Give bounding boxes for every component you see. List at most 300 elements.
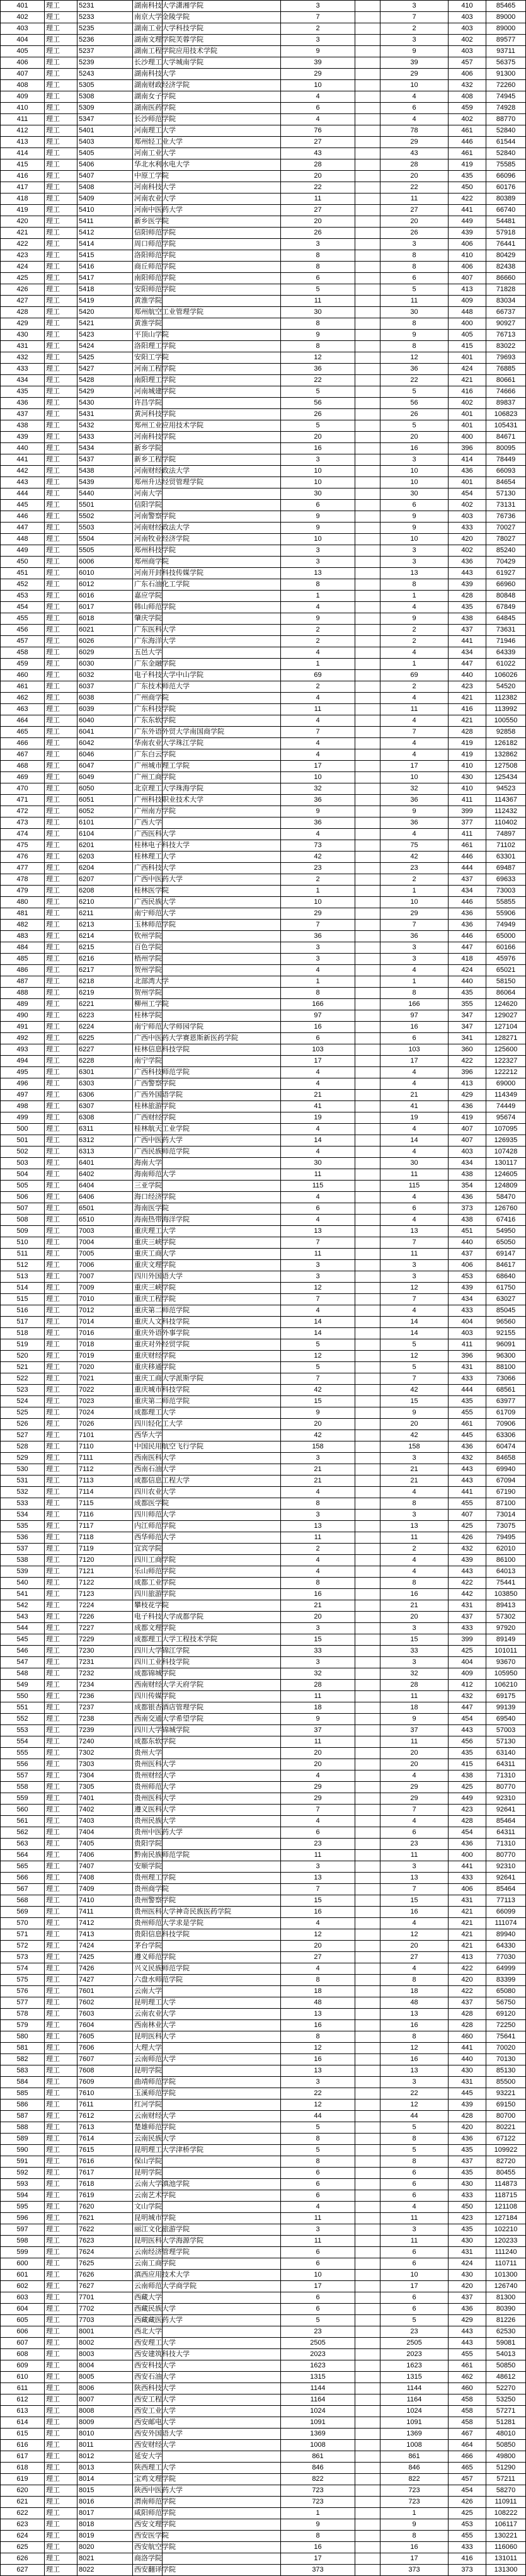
table-cell: 30 bbox=[380, 307, 449, 318]
table-cell: 434 bbox=[449, 886, 486, 897]
table-cell: 理工 bbox=[45, 2531, 77, 2542]
table-cell: 重庆人文科技学院 bbox=[133, 1317, 163, 1328]
table-cell: 理工 bbox=[45, 568, 77, 579]
table-cell: 73014 bbox=[486, 1510, 526, 1521]
table-cell: 75 bbox=[380, 840, 449, 852]
table-row bbox=[1, 1725, 526, 1736]
table-cell: 23 bbox=[281, 2326, 355, 2338]
table-cell: 长沙理工大学城南学院 bbox=[133, 57, 163, 69]
table-cell: 377 bbox=[449, 817, 486, 829]
table-cell: 8010 bbox=[77, 2429, 133, 2440]
table-cell: 6201 bbox=[77, 840, 133, 852]
table-cell: 439 bbox=[1, 432, 45, 443]
table-cell: 65050 bbox=[486, 1237, 526, 1249]
table-cell: 433 bbox=[449, 523, 486, 534]
table-cell: 理工 bbox=[45, 2394, 77, 2406]
table-cell: 432 bbox=[1, 352, 45, 364]
table-cell bbox=[163, 91, 281, 103]
table-cell bbox=[355, 931, 380, 942]
table-cell: 28 bbox=[281, 1680, 355, 1691]
table-cell: 60166 bbox=[486, 942, 526, 954]
table-cell: 21 bbox=[380, 1600, 449, 1612]
table-cell: 8006 bbox=[77, 2383, 133, 2394]
table-cell bbox=[355, 1657, 380, 1668]
table-cell: 3 bbox=[380, 1623, 449, 1634]
table-cell: 591 bbox=[1, 2156, 45, 2168]
table-cell: 重庆第二师范学院 bbox=[133, 1396, 163, 1407]
table-cell bbox=[355, 2383, 380, 2394]
table-cell bbox=[163, 2565, 281, 2576]
table-cell: 112432 bbox=[486, 806, 526, 817]
table-cell: 108222 bbox=[486, 2508, 526, 2519]
table-cell: 河南财经政法大学 bbox=[133, 523, 163, 534]
table-cell: 426 bbox=[449, 1532, 486, 1544]
table-cell bbox=[163, 1555, 281, 1566]
table-cell bbox=[355, 193, 380, 205]
table-cell: 理工 bbox=[45, 523, 77, 534]
table-cell: 433 bbox=[449, 1873, 486, 1884]
table-cell: 457 bbox=[449, 2474, 486, 2485]
table-cell bbox=[355, 454, 380, 466]
table-cell: 7622 bbox=[77, 2224, 133, 2236]
table-row bbox=[1, 420, 526, 432]
table-cell: 6 bbox=[380, 2304, 449, 2315]
table-cell bbox=[355, 1600, 380, 1612]
table-cell: 理工 bbox=[45, 205, 77, 216]
table-cell: 21 bbox=[380, 1476, 449, 1487]
table-cell: 3 bbox=[380, 1861, 449, 1873]
table-cell bbox=[163, 1237, 281, 1249]
table-cell: 459 bbox=[1, 659, 45, 670]
table-cell: 435 bbox=[449, 171, 486, 182]
table-cell: 成都文理学院 bbox=[133, 1623, 163, 1634]
table-cell: 70020 bbox=[486, 2043, 526, 2054]
table-cell: 456 bbox=[1, 625, 45, 636]
table-cell: 10 bbox=[380, 534, 449, 545]
table-cell: 7303 bbox=[77, 1759, 133, 1770]
table-cell: 6404 bbox=[77, 1181, 133, 1192]
table-cell: 安阳工学院 bbox=[133, 352, 163, 364]
table-cell: 理工 bbox=[45, 137, 77, 148]
table-cell bbox=[355, 1146, 380, 1158]
table-cell bbox=[163, 1770, 281, 1782]
table-row bbox=[1, 2179, 526, 2190]
table-cell: 80095 bbox=[486, 443, 526, 454]
table-cell: 8 bbox=[380, 2156, 449, 2168]
table-cell: 10 bbox=[281, 466, 355, 477]
table-cell: 861 bbox=[281, 2451, 355, 2463]
table-row bbox=[1, 1362, 526, 1373]
table-cell: 3 bbox=[380, 239, 449, 250]
table-cell: 8021 bbox=[77, 2553, 133, 2565]
table-cell: 69540 bbox=[486, 1714, 526, 1725]
table-row bbox=[1, 670, 526, 681]
table-cell: 2 bbox=[380, 636, 449, 647]
table-cell: 4 bbox=[380, 749, 449, 761]
table-cell bbox=[163, 1759, 281, 1770]
table-cell bbox=[163, 591, 281, 602]
table-cell: 21 bbox=[380, 1464, 449, 1476]
table-cell: 理工 bbox=[45, 715, 77, 727]
table-cell: 4 bbox=[380, 1918, 449, 1929]
table-cell: 402 bbox=[449, 114, 486, 125]
table-cell bbox=[163, 2122, 281, 2134]
table-cell: 1315 bbox=[380, 2372, 449, 2383]
table-cell: 401 bbox=[449, 477, 486, 488]
table-cell: 64311 bbox=[486, 1827, 526, 1839]
table-row bbox=[1, 829, 526, 840]
table-cell bbox=[163, 715, 281, 727]
table-cell: 理工 bbox=[45, 2168, 77, 2179]
table-cell: 4 bbox=[281, 965, 355, 976]
table-row bbox=[1, 2394, 526, 2406]
table-row bbox=[1, 80, 526, 91]
table-cell: 5231 bbox=[77, 1, 133, 12]
table-cell: 544 bbox=[1, 1623, 45, 1634]
table-cell: 4 bbox=[281, 829, 355, 840]
table-cell: 16 bbox=[380, 1022, 449, 1033]
table-cell: 472 bbox=[1, 806, 45, 817]
table-cell: 74449 bbox=[486, 1101, 526, 1112]
table-cell: 16 bbox=[380, 2542, 449, 2553]
table-cell bbox=[355, 2236, 380, 2247]
table-cell: 429 bbox=[449, 1090, 486, 1101]
table-cell: 11 bbox=[281, 193, 355, 205]
table-cell bbox=[163, 863, 281, 874]
table-cell: 信阳师范学院 bbox=[133, 228, 163, 239]
table-cell: 66737 bbox=[486, 307, 526, 318]
table-row bbox=[1, 2054, 526, 2065]
table-cell: 417 bbox=[1, 182, 45, 193]
table-cell: 7224 bbox=[77, 1600, 133, 1612]
table-cell: 7114 bbox=[77, 1487, 133, 1498]
table-cell bbox=[355, 1317, 380, 1328]
table-cell: 5 bbox=[281, 2145, 355, 2156]
table-cell: 4 bbox=[281, 738, 355, 749]
table-cell: 433 bbox=[449, 1373, 486, 1385]
table-cell: 6204 bbox=[77, 863, 133, 874]
table-cell: 理工 bbox=[45, 1339, 77, 1351]
table-cell: 7606 bbox=[77, 2043, 133, 2054]
table-cell: 6018 bbox=[77, 613, 133, 625]
table-cell: 27 bbox=[281, 205, 355, 216]
table-cell: 428 bbox=[449, 727, 486, 738]
table-cell bbox=[163, 1249, 281, 1260]
table-row bbox=[1, 114, 526, 125]
table-cell: 20 bbox=[281, 216, 355, 228]
table-cell: 455 bbox=[1, 613, 45, 625]
table-cell: 河南警察学院 bbox=[133, 511, 163, 523]
table-cell: 470 bbox=[1, 783, 45, 795]
table-cell: 129027 bbox=[486, 1010, 526, 1022]
table-cell: 97 bbox=[281, 1010, 355, 1022]
table-cell bbox=[355, 1793, 380, 1805]
table-cell: 7239 bbox=[77, 1725, 133, 1736]
table-row bbox=[1, 1827, 526, 1839]
table-cell: 446 bbox=[449, 137, 486, 148]
table-cell: 5416 bbox=[77, 262, 133, 273]
table-cell: 606 bbox=[1, 2326, 45, 2338]
table-cell: 商洛学院 bbox=[133, 2553, 163, 2565]
table-row bbox=[1, 647, 526, 659]
table-cell: 442 bbox=[449, 1589, 486, 1600]
table-cell bbox=[355, 2360, 380, 2372]
table-cell: 5 bbox=[380, 2122, 449, 2134]
table-cell: 557 bbox=[1, 1770, 45, 1782]
table-cell: 理工 bbox=[45, 806, 77, 817]
table-cell: 20 bbox=[380, 1759, 449, 1770]
table-cell: 497 bbox=[1, 1090, 45, 1101]
table-cell: 454 bbox=[449, 2485, 486, 2497]
table-cell: 126935 bbox=[486, 1135, 526, 1146]
table-cell: 14 bbox=[380, 1135, 449, 1146]
table-cell: 9 bbox=[281, 330, 355, 341]
table-cell bbox=[355, 57, 380, 69]
table-cell: 理工 bbox=[45, 2349, 77, 2360]
table-cell: 8005 bbox=[77, 2372, 133, 2383]
table-cell bbox=[355, 545, 380, 557]
table-cell: 130117 bbox=[486, 1158, 526, 1169]
table-cell: 11 bbox=[380, 193, 449, 205]
table-cell: 理工 bbox=[45, 1441, 77, 1453]
table-cell: 75641 bbox=[486, 2031, 526, 2043]
table-cell: 9 bbox=[281, 806, 355, 817]
table-cell: 4 bbox=[281, 1487, 355, 1498]
table-cell bbox=[355, 636, 380, 647]
table-cell bbox=[355, 375, 380, 386]
table-cell bbox=[163, 1112, 281, 1124]
table-cell: 陕西科技大学 bbox=[133, 2383, 163, 2394]
table-cell bbox=[163, 1260, 281, 1271]
table-cell: 9 bbox=[281, 46, 355, 57]
table-row bbox=[1, 1600, 526, 1612]
table-cell: 海口经济学院 bbox=[133, 1192, 163, 1203]
table-cell: 云南民族大学 bbox=[133, 2134, 163, 2145]
table-cell: 7408 bbox=[77, 1873, 133, 1884]
table-cell: 湖南工业大学科技学院 bbox=[133, 23, 163, 35]
table-cell: 河南城建学院 bbox=[133, 386, 163, 398]
table-cell bbox=[355, 1918, 380, 1929]
table-cell: 4 bbox=[380, 1770, 449, 1782]
table-cell: 6 bbox=[281, 1033, 355, 1044]
table-cell: 7122 bbox=[77, 1578, 133, 1589]
table-cell: 理工 bbox=[45, 114, 77, 125]
table-cell: 26 bbox=[281, 228, 355, 239]
table-cell: 433 bbox=[449, 2190, 486, 2202]
table-cell: 421 bbox=[449, 693, 486, 704]
table-cell: 111074 bbox=[486, 1918, 526, 1929]
table-cell bbox=[163, 1351, 281, 1362]
table-row bbox=[1, 454, 526, 466]
table-cell bbox=[355, 874, 380, 886]
table-cell: 63306 bbox=[486, 1430, 526, 1441]
table-cell: 西安工程大学 bbox=[133, 2394, 163, 2406]
table-cell: 79495 bbox=[486, 1532, 526, 1544]
table-cell bbox=[163, 2168, 281, 2179]
table-cell: 29 bbox=[380, 69, 449, 80]
table-cell: 42 bbox=[281, 1385, 355, 1396]
table-cell: 6037 bbox=[77, 681, 133, 693]
table-cell: 五邑大学 bbox=[133, 647, 163, 659]
table-row bbox=[1, 1986, 526, 1997]
table-cell: 433 bbox=[1, 364, 45, 375]
table-cell: 11 bbox=[380, 2236, 449, 2247]
table-row bbox=[1, 1226, 526, 1237]
table-cell: 贵阳学院 bbox=[133, 1839, 163, 1850]
table-cell: 理工 bbox=[45, 2519, 77, 2531]
table-cell bbox=[355, 2429, 380, 2440]
table-cell: 4 bbox=[380, 1078, 449, 1090]
table-cell bbox=[355, 1260, 380, 1271]
table-cell: 广西民族师范学院 bbox=[133, 1146, 163, 1158]
table-cell: 427 bbox=[1, 296, 45, 307]
table-cell: 理工 bbox=[45, 1385, 77, 1396]
table-cell: 57211 bbox=[486, 2474, 526, 2485]
table-cell: 河南理工大学 bbox=[133, 125, 163, 137]
table-cell: 457 bbox=[449, 57, 486, 69]
table-cell: 53250 bbox=[486, 2394, 526, 2406]
table-cell: 8 bbox=[380, 1498, 449, 1510]
table-cell: 10 bbox=[380, 466, 449, 477]
table-cell: 80848 bbox=[486, 591, 526, 602]
table-cell: 7617 bbox=[77, 2168, 133, 2179]
table-cell bbox=[163, 2088, 281, 2099]
table-cell: 54013 bbox=[486, 2349, 526, 2360]
table-cell bbox=[163, 1498, 281, 1510]
table-cell: 理工 bbox=[45, 886, 77, 897]
table-cell bbox=[355, 647, 380, 659]
table-cell: 理工 bbox=[45, 1476, 77, 1487]
table-cell: 洛阳师范学院 bbox=[133, 250, 163, 262]
table-cell: 432 bbox=[449, 1544, 486, 1555]
table-cell: 攀枝花学院 bbox=[133, 1600, 163, 1612]
table-cell: 41 bbox=[380, 1101, 449, 1112]
table-cell: 562 bbox=[1, 1827, 45, 1839]
table-cell: 347 bbox=[449, 1022, 486, 1033]
table-cell: 83034 bbox=[486, 296, 526, 307]
table-cell: 桂林航天工业学院 bbox=[133, 1124, 163, 1135]
table-cell: 723 bbox=[380, 2485, 449, 2497]
table-cell: 576 bbox=[1, 1986, 45, 1997]
table-cell: 62010 bbox=[486, 1544, 526, 1555]
table-cell bbox=[163, 1101, 281, 1112]
table-cell: 广西医科大学 bbox=[133, 829, 163, 840]
table-cell bbox=[163, 262, 281, 273]
table-cell: 理工 bbox=[45, 432, 77, 443]
table-cell bbox=[163, 296, 281, 307]
table-cell: 理工 bbox=[45, 1770, 77, 1782]
table-cell: 580 bbox=[1, 2031, 45, 2043]
table-cell: 广西外国语学院 bbox=[133, 1090, 163, 1101]
table-cell: 8 bbox=[281, 318, 355, 330]
table-cell: 理工 bbox=[45, 1464, 77, 1476]
table-cell: 444 bbox=[449, 863, 486, 874]
table-cell: 439 bbox=[449, 2099, 486, 2111]
table-cell: 468 bbox=[1, 761, 45, 772]
table-cell bbox=[355, 1305, 380, 1317]
table-cell: 6029 bbox=[77, 647, 133, 659]
table-cell: 理工 bbox=[45, 874, 77, 886]
table-cell: 48 bbox=[281, 1997, 355, 2009]
table-row bbox=[1, 1941, 526, 1952]
table-cell: 5 bbox=[380, 1362, 449, 1373]
table-cell: 理工 bbox=[45, 2145, 77, 2156]
table-row bbox=[1, 1498, 526, 1510]
table-cell: 461 bbox=[449, 2360, 486, 2372]
table-cell: 1 bbox=[281, 659, 355, 670]
table-cell bbox=[355, 1986, 380, 1997]
table-cell: 36 bbox=[380, 364, 449, 375]
table-cell: 20 bbox=[281, 1612, 355, 1623]
table-row bbox=[1, 920, 526, 931]
table-cell: 理工 bbox=[45, 1691, 77, 1702]
table-cell: 97920 bbox=[486, 1623, 526, 1634]
table-cell: 大理大学 bbox=[133, 2043, 163, 2054]
table-cell bbox=[163, 2190, 281, 2202]
table-cell: 12 bbox=[281, 1929, 355, 1941]
table-cell: 455 bbox=[449, 1407, 486, 1419]
table-cell: 130221 bbox=[486, 2531, 526, 2542]
table-cell: 7014 bbox=[77, 1317, 133, 1328]
table-cell: 理工 bbox=[45, 2360, 77, 2372]
table-cell: 南宁学院 bbox=[133, 1056, 163, 1067]
table-cell: 新乡医学院 bbox=[133, 216, 163, 228]
table-cell: 446 bbox=[449, 931, 486, 942]
table-cell bbox=[163, 1362, 281, 1373]
table-cell: 492 bbox=[1, 1033, 45, 1044]
table-cell: 7230 bbox=[77, 1646, 133, 1657]
table-cell: 2023 bbox=[380, 2349, 449, 2360]
table-cell: 431 bbox=[449, 2247, 486, 2258]
table-cell: 107095 bbox=[486, 1124, 526, 1135]
table-cell: 5502 bbox=[77, 511, 133, 523]
table-cell bbox=[163, 602, 281, 613]
table-cell bbox=[355, 1907, 380, 1918]
table-cell: 南阳理工学院 bbox=[133, 375, 163, 386]
table-cell: 428 bbox=[449, 2020, 486, 2031]
table-row bbox=[1, 1634, 526, 1646]
table-cell bbox=[355, 420, 380, 432]
table-cell: 7004 bbox=[77, 1237, 133, 1249]
table-cell: 421 bbox=[449, 1929, 486, 1941]
table-row bbox=[1, 1782, 526, 1793]
table-cell: 3 bbox=[380, 2224, 449, 2236]
table-row bbox=[1, 1521, 526, 1532]
table-cell: 447 bbox=[1, 523, 45, 534]
table-cell bbox=[355, 2463, 380, 2474]
table-cell: 6017 bbox=[77, 602, 133, 613]
table-cell: 101011 bbox=[486, 1646, 526, 1657]
table-row bbox=[1, 1612, 526, 1623]
table-cell: 110711 bbox=[486, 2258, 526, 2270]
table-cell bbox=[355, 2565, 380, 2576]
table-row bbox=[1, 2009, 526, 2020]
table-row bbox=[1, 364, 526, 375]
table-cell: 3 bbox=[281, 1510, 355, 1521]
table-cell: 451 bbox=[1, 568, 45, 579]
table-cell: 7111 bbox=[77, 1453, 133, 1464]
table-row bbox=[1, 523, 526, 534]
table-cell: 16 bbox=[380, 1907, 449, 1918]
table-cell: 7607 bbox=[77, 2054, 133, 2065]
table-row bbox=[1, 931, 526, 942]
table-cell bbox=[163, 1805, 281, 1816]
table-cell: 158 bbox=[281, 1441, 355, 1453]
table-cell: 6210 bbox=[77, 897, 133, 908]
table-cell: 理工 bbox=[45, 1135, 77, 1146]
table-cell: 463 bbox=[1, 704, 45, 715]
table-cell: 6203 bbox=[77, 852, 133, 863]
